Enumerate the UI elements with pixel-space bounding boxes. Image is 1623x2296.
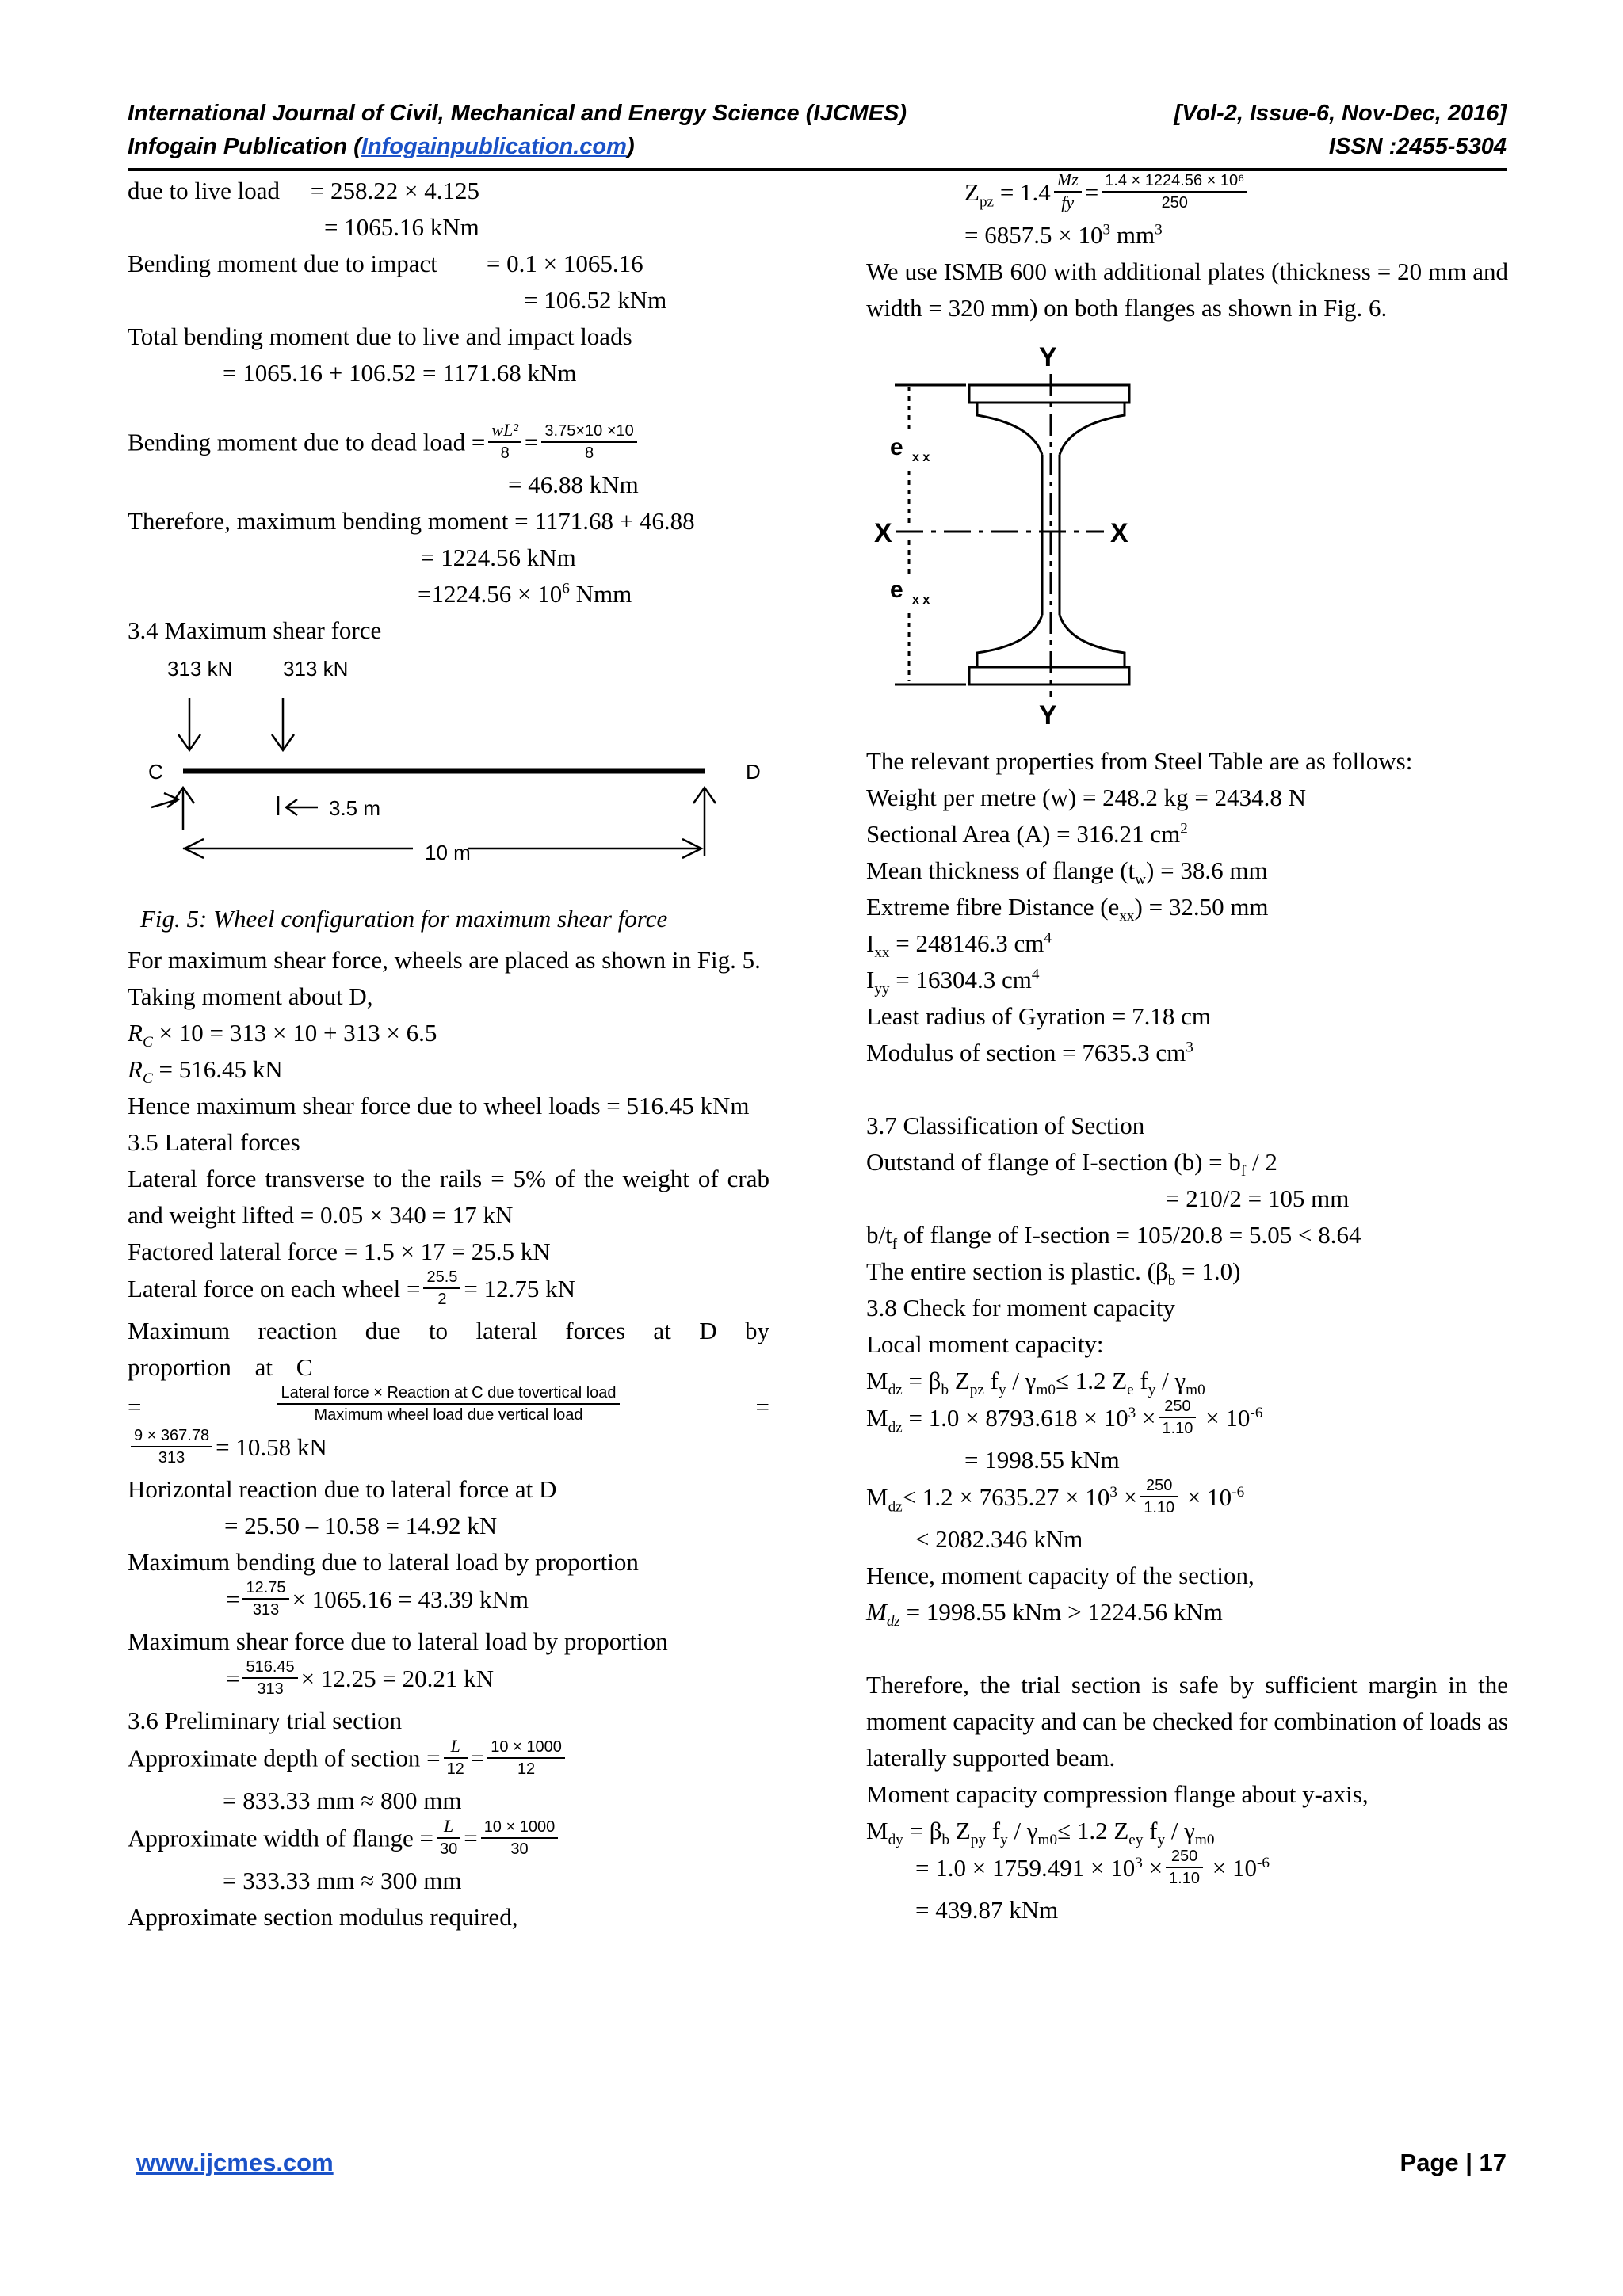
text-line: = 1998.55 kNm [964, 1446, 1120, 1474]
shear-lateral-equation: = $\frac{516.45}{313}$ × 12.25 = 20.21 kN [226, 1658, 495, 1698]
footer-url[interactable]: www.ijcmes.com [136, 2149, 334, 2176]
text-line: due to live load = 258.22 × 4.125 [128, 177, 479, 204]
text-line: Moment capacity compression flange about y-axis, [866, 1780, 1369, 1808]
text-line: $I_{yy} = 16304.3$ $cm^4$ [866, 966, 1040, 998]
text-line: < 2082.346 kNm [915, 1525, 1083, 1553]
text-line: The relevant properties from Steel Table are as follows: [866, 747, 1413, 775]
label-c: C [148, 760, 163, 784]
header-rule [128, 168, 1507, 171]
section-heading: 3.4 Maximum shear force [128, 616, 382, 644]
text-line: Maximum shear force due to lateral load by proportion [128, 1627, 668, 1655]
label-d: D [746, 760, 761, 784]
text-line: Factored lateral force = 1.5 × 17 = 25.5 kN [128, 1238, 551, 1265]
text-line: Maximum bending due to lateral load by proportion [128, 1548, 639, 1576]
dead-load-equation: Bending moment due to dead load = $\frac{\text{wL²}}{8}$ = $\frac{3.75\times 10 \times 10}{8}$ [128, 423, 769, 467]
dimension-3-5m: 3.5 m [329, 796, 381, 820]
journal-title: International Journal of Civil, Mechanical and Energy Science (IJCMES) [128, 101, 907, 126]
volume-info: [Vol-2, Issue-6, Nov-Dec, 2016] ISSN :2455-5304 [1174, 101, 1507, 159]
figure-5-caption: Fig. 5: Wheel configuration for maximum shear force [140, 905, 668, 933]
mdy-formula: $M_{dy} = \beta_b$ $Z_{py}$ $f_y / \gamma_{m0}\le 1.2$ $Z_{ey}$ $f_y / \gamma_{m0}$ [866, 1817, 1215, 1849]
left-column [128, 173, 769, 1936]
text-line: = 439.87 kNm [915, 1896, 1059, 1924]
section-heading: 3.7 Classification of Section [866, 1112, 1145, 1139]
text-line: $R_C \times 10 = 313 \times 10 + 313 \times 6.5$ [128, 1019, 437, 1051]
zpz-equation: $Z_{pz} = 1.4$ $\frac{Mz}{fy}$ = $\frac{\text{1.4 × 1224.56 × 10⁶}}{250}$ [866, 173, 1508, 217]
section-heading: 3.8 Check for moment capacity [866, 1294, 1175, 1322]
text-line: Bending moment due to impact = 0.1 × 1065.16 [128, 250, 643, 277]
text-line: Taking moment about D, [128, 982, 373, 1010]
mdz-formula: $M_{dz} = \beta_b$ $Z_{pz}$ $f_y / \gamma_{m0}\le 1.2$ $Z_e$ $f_y / \gamma_{m0}$ [866, 1367, 1205, 1399]
text-line: = $6857.5 \times 10^3$ $mm^3$ [964, 221, 1163, 249]
proportion-equation: = Lateral force × Reaction at C due tovertical load Maximum wheel load due vertical load = [128, 1384, 769, 1424]
paragraph: We use ISMB 600 with additional plates (thickness = 20 mm and width = 320 mm) on both flanges as shown in Fig. 6. [866, 257, 1508, 322]
text-line: = 210/2 = 105 mm [1166, 1184, 1350, 1212]
dimension-10m: 10 m [425, 841, 471, 864]
text-line: Local moment capacity: [866, 1330, 1104, 1358]
text-line: $b/t_f$ of flange of I-section = 105/20.8 = 5.05 < 8.64 [866, 1221, 1361, 1253]
text-line: = 46.88 kNm [508, 471, 639, 498]
text-line: The entire section is plastic. $(\beta_b = 1.0)$ [866, 1257, 1241, 1290]
paragraph: Therefore, the trial section is safe by sufficient margin in the moment capacity and can be checked for combination of loads as laterally supported beam. [866, 1671, 1508, 1772]
section-heading: 3.5 Lateral forces [128, 1128, 300, 1156]
text-line: Sectional Area (A) = 316.21 $cm^2$ [866, 820, 1188, 848]
text-line: = 1224.56 kNm [421, 543, 576, 571]
mdy-substitution: = $1.0 \times 1759.491 \times 10^3$ × $\frac{250}{1.10}$ × $10^{-6}$ [915, 1848, 1270, 1887]
axis-y-top: Y [1039, 342, 1057, 372]
load-label-1: 313 kN [167, 657, 233, 681]
label-exx-bottom: e [890, 577, 903, 603]
lateral-wheel-equation: Lateral force on each wheel = $\frac{25.5}{2}$ = 12.75 kN [128, 1268, 576, 1308]
text-line: = 833.33 mm ≈ 800 mm [223, 1787, 462, 1814]
text-line: = 1065.16 + 106.52 = 1171.68 kNm [223, 359, 577, 387]
axis-y-bottom: Y [1039, 700, 1057, 730]
publisher-link[interactable]: Infogainpublication.com [361, 134, 627, 159]
section-heading: 3.6 Preliminary trial section [128, 1707, 403, 1734]
paragraph: Lateral force transverse to the rails = 5% of the weight of crab and weight lifted = 0.05 × 340 = 17 kN [128, 1165, 769, 1229]
text-line: $I_{xx} = 248146.3$ $cm^4$ [866, 929, 1052, 962]
text-line: Least radius of Gyration = 7.18 cm [866, 1002, 1212, 1030]
moment-lateral-equation: = $\frac{12.75}{313}$ × 1065.16 = 43.39 kNm [226, 1579, 529, 1619]
paragraph: Maximum reaction due to lateral forces at D by proportion at C [128, 1317, 769, 1381]
publisher-line: Infogain Publication (Infogainpublication.com) [128, 134, 635, 159]
text-line: Extreme fibre Distance $(e_{xx}) = 32.50$ mm [866, 893, 1269, 925]
figure-6-ismb-section [866, 336, 1508, 732]
right-column [866, 170, 1508, 1928]
mdz-limit: $M_{dz}< 1.2 \times 7635.27 \times 10^3$ × $\frac{250}{1.10}$ × $10^{-6}$ [866, 1477, 1245, 1516]
text-line: Mean thickness of flange $(t_w) = 38.6$ mm [866, 856, 1268, 889]
text-line: Horizontal reaction due to lateral force at D [128, 1475, 557, 1503]
svg-text:x x: x x [912, 593, 930, 607]
paragraph: For maximum shear force, wheels are placed as shown in Fig. 5. [128, 946, 761, 974]
bottom-flange [977, 615, 1042, 667]
text-line: $R_C = 516.45$ kN [128, 1055, 283, 1088]
mdz-substitution: $M_{dz} = 1.0 \times 8793.618 \times 10^3$ × $\frac{250}{1.10}$ × $10^{-6}$ [866, 1398, 1263, 1437]
text-line: Outstand of flange of I-section $(b) = b_f / 2$ [866, 1148, 1277, 1180]
bottom-plate [969, 667, 1129, 685]
text-line: = 25.50 – 10.58 = 14.92 kN [224, 1512, 498, 1539]
text-line: Weight per metre (w) = 248.2 kg = 2434.8 N [866, 784, 1307, 811]
text-line: = 1065.16 kNm [324, 213, 479, 241]
text-line: $=1224.56 \times 10^6$ Nmm [418, 580, 632, 608]
label-exx-top: e [890, 434, 903, 460]
top-flange [977, 402, 1042, 455]
top-plate [969, 385, 1129, 402]
load-label-2: 313 kN [283, 657, 349, 681]
text-line: Total bending moment due to live and impact loads [128, 322, 632, 350]
width-equation: Approximate width of flange = $\frac{L}{30}$ = $\frac{10 \times 1000}{30}$ [128, 1819, 769, 1863]
page-number: Page | 17 [1400, 2149, 1507, 2176]
text-line: Therefore, maximum bending moment = 1171.68 + 46.88 [128, 507, 695, 535]
text-line: = 333.33 mm ≈ 300 mm [223, 1867, 462, 1894]
text-line: Approximate section modulus required, [128, 1903, 518, 1931]
axis-x-right: X [1110, 518, 1128, 548]
paragraph: Hence maximum shear force due to wheel loads = 516.45 kNm [128, 1092, 750, 1119]
text-line: = 106.52 kNm [524, 286, 667, 314]
proportion-result: $\frac{9 \times 367.78}{313}$ = 10.58 kN [128, 1428, 769, 1471]
text-line: Hence, moment capacity of the section, [866, 1562, 1254, 1589]
text-line: Modulus of section = 7635.3 $cm^3$ [866, 1039, 1193, 1066]
depth-equation: Approximate depth of section = $\frac{L}{12}$ = $\frac{10 \times 1000}{12}$ [128, 1739, 769, 1783]
svg-text:x x: x x [912, 451, 930, 464]
text-line: $M_{dz} = 1998.55$ kNm > 1224.56 kNm [866, 1598, 1223, 1630]
axis-x-left: X [874, 518, 892, 548]
figure-5-diagram [128, 649, 769, 871]
page-header [128, 97, 1507, 163]
